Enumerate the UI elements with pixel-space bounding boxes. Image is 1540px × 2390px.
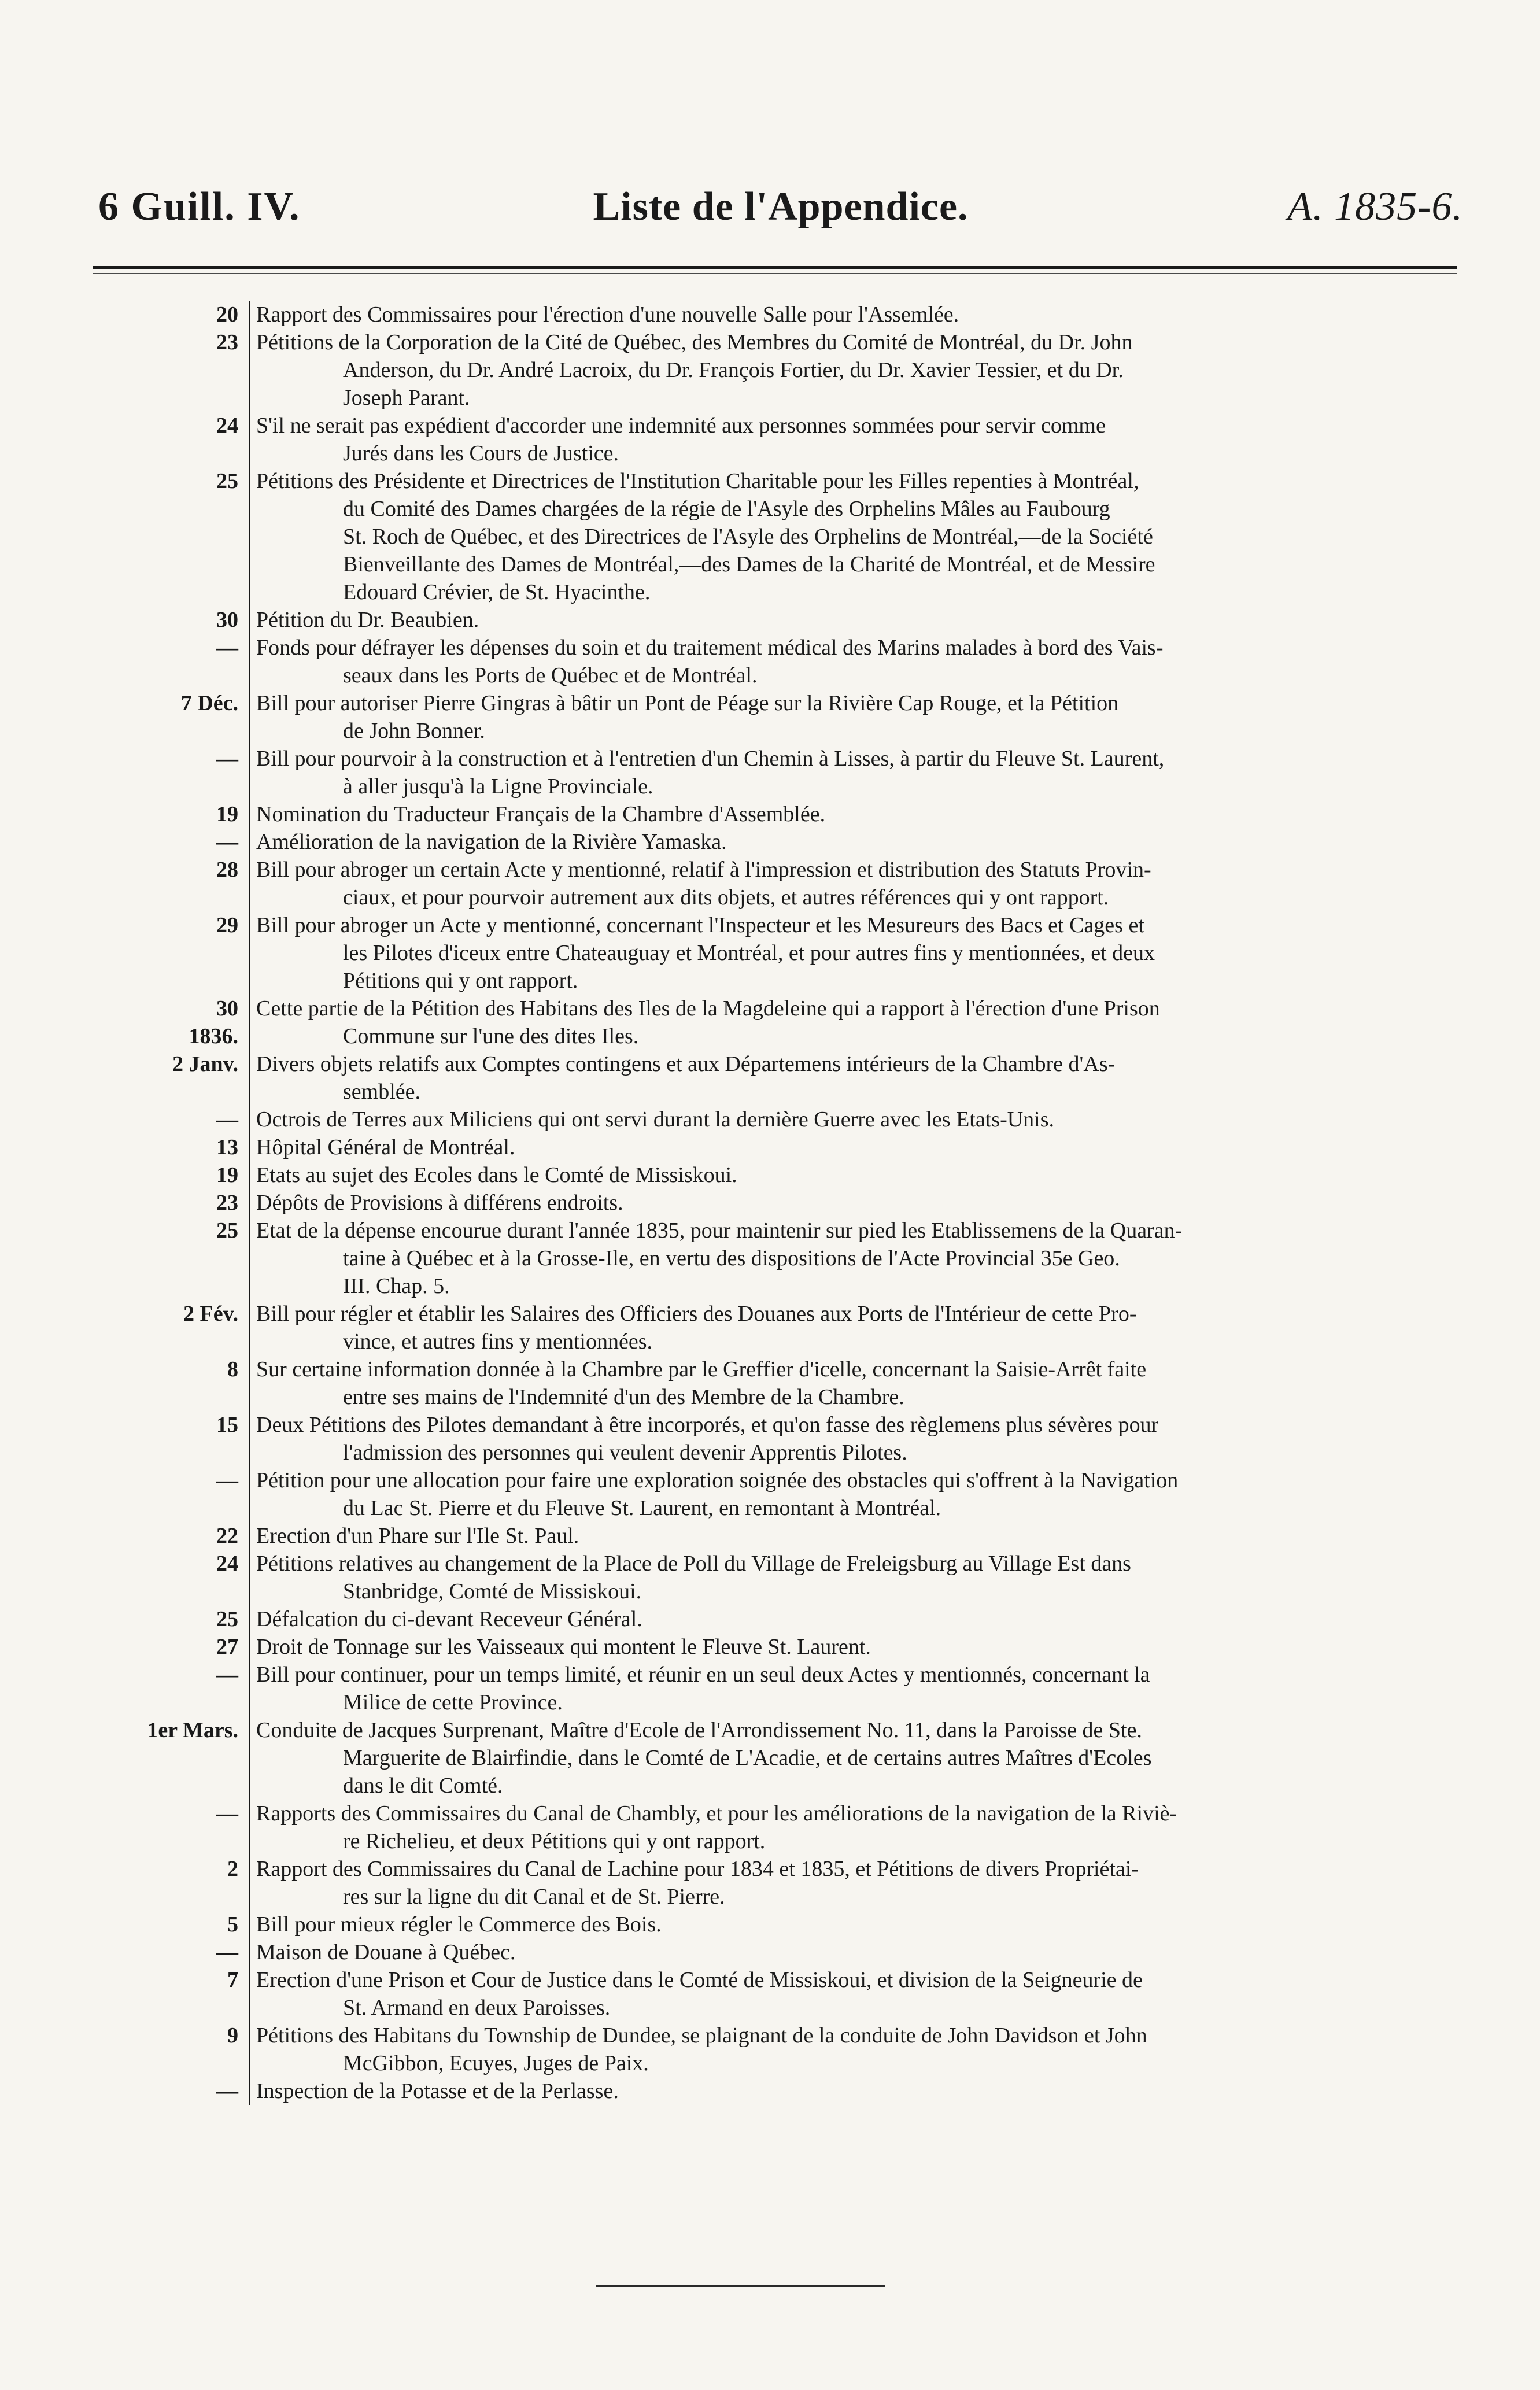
entry-description — [249, 1161, 1469, 1189]
appendix-entry — [87, 2022, 1469, 2077]
entry-date: 23 — [216, 330, 238, 354]
appendix-entry — [87, 328, 1469, 412]
entry-date: 24 — [216, 1552, 238, 1576]
entry-line: Marguerite de Blairfindie, dans le Comté de L'Acadie, et de certains autres Maîtres d'Ecoles — [343, 1746, 1152, 1770]
entry-line: Bienveillante des Dames de Montréal,—des Dames de la Charité de Montréal, et de Messire — [343, 552, 1155, 577]
entry-description — [249, 1300, 1469, 1355]
appendix-entry — [87, 1355, 1469, 1411]
header-rule-thin — [93, 273, 1457, 274]
entry-description — [249, 1217, 1469, 1300]
entry-line: ciaux, et pour pourvoir autrement aux dits objets, et autres références qui y ont rapport. — [343, 885, 1109, 910]
entry-line: les Pilotes d'iceux entre Chateauguay et Montréal, et pour autres fins y mentionnées, et deux — [343, 941, 1155, 965]
entry-date: 1er Mars. — [147, 1718, 238, 1742]
entry-description — [249, 995, 1469, 1022]
entry-date: 2 Janv. — [172, 1052, 238, 1076]
entry-date: 7 Déc. — [180, 691, 238, 715]
entry-description — [249, 467, 1469, 606]
appendix-entry — [87, 1217, 1469, 1300]
entry-line: Rapport des Commissaires pour l'érection d'une nouvelle Salle pour l'Assemlée. — [256, 302, 959, 327]
entry-line: semblée. — [343, 1080, 421, 1104]
entry-date: 7 — [227, 1968, 238, 1992]
appendix-entry — [87, 828, 1469, 856]
entry-date: 19 — [216, 1163, 238, 1187]
entry-description — [249, 2077, 1469, 2105]
entry-description — [249, 2022, 1469, 2077]
entry-line: Bill pour abroger un Acte y mentionné, concernant l'Inspecteur et les Mesureurs des Bacs et Cages et — [256, 913, 1144, 937]
entry-line: Inspection de la Potasse et de la Perlasse. — [256, 2079, 619, 2103]
entry-date: — — [216, 830, 238, 854]
entry-description — [249, 689, 1469, 745]
entry-line: re Richelieu, et deux Pétitions qui y ont rapport. — [343, 1829, 766, 1853]
entry-date: 29 — [216, 913, 238, 937]
entry-line: Octrois de Terres aux Miliciens qui ont servi durant la dernière Guerre avec les Etats-Unis. — [256, 1107, 1055, 1132]
entry-date: 9 — [227, 2023, 238, 2048]
appendix-entry — [87, 1605, 1469, 1633]
entry-line: Pétitions des Présidente et Directrices de l'Institution Charitable pour les Filles repenties à Montréal, — [256, 469, 1139, 493]
entry-description — [249, 412, 1469, 467]
entry-description — [249, 606, 1469, 634]
entry-description — [249, 1355, 1469, 1411]
entry-line: de John Bonner. — [343, 719, 485, 743]
entry-line: du Lac St. Pierre et du Fleuve St. Laurent, en remontant à Montréal. — [343, 1496, 941, 1520]
appendix-entry — [87, 301, 1469, 328]
entry-line: Bill pour pourvoir à la construction et à l'entretien d'un Chemin à Lisses, à partir du Fleuve St. Laurent, — [256, 747, 1165, 771]
entry-line: Cette partie de la Pétition des Habitans des Iles de la Magdeleine qui a rapport à l'érection d'une Prison — [256, 996, 1160, 1021]
entry-line: Erection d'une Prison et Cour de Justice dans le Comté de Missiskoui, et division de la Seigneurie de — [256, 1968, 1143, 1992]
entry-date: 5 — [227, 1912, 238, 1937]
entry-date: — — [216, 1801, 238, 1826]
appendix-entry — [87, 1550, 1469, 1605]
entry-line: St. Armand en deux Paroisses. — [343, 1996, 611, 2020]
entry-date: — — [216, 2079, 238, 2103]
appendix-entry — [87, 689, 1469, 745]
entry-date: — — [216, 1940, 238, 1964]
entry-line: Bill pour abroger un certain Acte y mentionné, relatif à l'impression et distribution des Statuts Provin- — [256, 858, 1151, 882]
entry-description — [249, 800, 1469, 828]
entry-date: 30 — [216, 996, 238, 1021]
appendix-entry — [87, 1050, 1469, 1106]
entry-description — [249, 328, 1469, 412]
entry-description — [249, 634, 1469, 689]
appendix-entry — [87, 1161, 1469, 1189]
entry-line: à aller jusqu'à la Ligne Provinciale. — [343, 774, 653, 799]
entry-line: St. Roch de Québec, et des Directrices de l'Asyle des Orphelins de Montréal,—de la Société — [343, 524, 1153, 549]
entry-date: 1836. — [189, 1024, 238, 1048]
appendix-entry — [87, 1106, 1469, 1133]
entry-line: Hôpital Général de Montréal. — [256, 1135, 515, 1159]
entry-line: Etats au sujet des Ecoles dans le Comté de Missiskoui. — [256, 1163, 737, 1187]
appendix-entry — [87, 856, 1469, 911]
entry-date: 19 — [216, 802, 238, 826]
entry-line: taine à Québec et à la Grosse-Ile, en vertu des dispositions de l'Acte Provincial 35e Geo. — [343, 1246, 1120, 1270]
entry-line: Pétitions qui y ont rapport. — [343, 969, 578, 993]
header-rule-thick — [93, 266, 1457, 269]
appendix-entry — [87, 412, 1469, 467]
appendix-entry — [87, 1855, 1469, 1911]
entry-line: Défalcation du ci-devant Receveur Général. — [256, 1607, 642, 1631]
appendix-entry — [87, 467, 1469, 606]
entry-description — [249, 1050, 1469, 1106]
entry-description — [249, 1966, 1469, 2022]
entry-line: Bill pour régler et établir les Salaires des Officiers des Douanes aux Ports de l'Intérieur de cette Pro- — [256, 1302, 1137, 1326]
appendix-entry — [87, 2077, 1469, 2105]
entry-date: 30 — [216, 608, 238, 632]
entry-line: dans le dit Comté. — [343, 1774, 503, 1798]
entry-line: Divers objets relatifs aux Comptes contingens et aux Départemens intérieurs de la Chambre d'As- — [256, 1052, 1116, 1076]
appendix-entry — [87, 1466, 1469, 1522]
entry-description — [249, 1189, 1469, 1217]
entry-line: Joseph Parant. — [343, 386, 470, 410]
entry-line: Bill pour continuer, pour un temps limité, et réunir en un seul deux Actes y mentionnés, concernant la — [256, 1663, 1150, 1687]
entry-line: III. Chap. 5. — [343, 1274, 450, 1298]
entry-description — [249, 1550, 1469, 1605]
entry-description — [249, 828, 1469, 856]
entry-description — [249, 1661, 1469, 1716]
entry-description — [249, 745, 1469, 800]
entry-line: Dépôts de Provisions à différens endroits. — [256, 1191, 623, 1215]
entry-date: 2 Fév. — [183, 1302, 238, 1326]
entry-description — [249, 1133, 1469, 1161]
entry-line: Deux Pétitions des Pilotes demandant à être incorporés, et qu'on fasse des règlemens plus sévères pour — [256, 1413, 1159, 1437]
appendix-entry — [87, 1800, 1469, 1855]
appendix-entry — [87, 1522, 1469, 1550]
appendix-entry — [87, 1300, 1469, 1355]
appendix-entry — [87, 1938, 1469, 1966]
entry-date: — — [216, 1468, 238, 1493]
entry-date: 20 — [216, 302, 238, 327]
appendix-entry — [87, 745, 1469, 800]
entry-line: vince, et autres fins y mentionnées. — [343, 1329, 653, 1354]
entry-line: McGibbon, Ecuyes, Juges de Paix. — [343, 2051, 649, 2075]
entry-line: Edouard Crévier, de St. Hyacinthe. — [343, 580, 651, 604]
entry-line: Bill pour mieux régler le Commerce des Bois. — [256, 1912, 662, 1937]
entry-description — [249, 301, 1469, 328]
entry-description — [249, 1106, 1469, 1133]
entry-date: 22 — [216, 1524, 238, 1548]
entry-line: Commune sur l'une des dites Iles. — [343, 1024, 639, 1048]
page-header — [98, 184, 1463, 253]
header-title: Liste de l'Appendice. — [593, 184, 969, 229]
entry-description — [249, 1605, 1469, 1633]
entry-line: Fonds pour défrayer les dépenses du soin et du traitement médical des Marins malades à bord des Vais- — [256, 636, 1164, 660]
header-session-year: A. 1835-6. — [1287, 184, 1463, 229]
appendix-entry — [87, 800, 1469, 828]
entry-line: Sur certaine information donnée à la Chambre par le Greffier d'icelle, concernant la Saisie-Arrêt faite — [256, 1357, 1147, 1381]
entry-date: — — [216, 636, 238, 660]
entry-date: 8 — [227, 1357, 238, 1381]
entry-description — [249, 1633, 1469, 1661]
entry-line: Pétition pour une allocation pour faire une exploration soignée des obstacles qui s'offrent à la Navigation — [256, 1468, 1179, 1493]
entry-description — [249, 911, 1469, 995]
appendix-entry — [87, 1966, 1469, 2022]
entry-line: Pétitions des Habitans du Township de Dundee, se plaignant de la conduite de John Davidson et John — [256, 2023, 1147, 2048]
entry-date: 25 — [216, 1218, 238, 1243]
entry-line: S'il ne serait pas expédient d'accorder une indemnité aux personnes sommées pour servir comme — [256, 413, 1106, 438]
header-regnal-year: 6 Guill. IV. — [98, 184, 301, 229]
entry-date: 24 — [216, 413, 238, 438]
entry-description — [249, 1911, 1469, 1938]
entry-date: 13 — [216, 1135, 238, 1159]
entry-description — [249, 1022, 1469, 1050]
entry-line: du Comité des Dames chargées de la régie de l'Asyle des Orphelins Mâles au Faubourg — [343, 497, 1110, 521]
appendix-entry — [87, 1022, 1469, 1050]
entry-description — [249, 1855, 1469, 1911]
entry-date: 2 — [227, 1857, 238, 1881]
appendix-entry — [87, 1633, 1469, 1661]
entry-line: Etat de la dépense encourue durant l'année 1835, pour maintenir sur pied les Etablissemens de la Quaran- — [256, 1218, 1183, 1243]
entry-date: 23 — [216, 1191, 238, 1215]
entry-line: Conduite de Jacques Surprenant, Maître d'Ecole de l'Arrondissement No. 11, dans la Paroisse de Ste. — [256, 1718, 1142, 1742]
appendix-entry — [87, 1411, 1469, 1466]
appendix-entry — [87, 1911, 1469, 1938]
entry-line: Pétitions relatives au changement de la Place de Poll du Village de Freleigsburg au Village Est dans — [256, 1552, 1131, 1576]
entry-line: seaux dans les Ports de Québec et de Montréal. — [343, 663, 758, 688]
appendix-entry — [87, 1716, 1469, 1800]
appendix-entry — [87, 1133, 1469, 1161]
entry-line: Stanbridge, Comté de Missiskoui. — [343, 1579, 642, 1604]
appendix-list — [87, 301, 1469, 2105]
entry-date: 15 — [216, 1413, 238, 1437]
entry-line: Anderson, du Dr. André Lacroix, du Dr. François Fortier, du Dr. Xavier Tessier, et du Dr. — [343, 358, 1124, 382]
entry-date: 25 — [216, 1607, 238, 1631]
entry-description — [249, 856, 1469, 911]
entry-date: 27 — [216, 1635, 238, 1659]
appendix-entry — [87, 1661, 1469, 1716]
footer-rule — [596, 2285, 885, 2287]
entry-description — [249, 1800, 1469, 1855]
entry-description — [249, 1938, 1469, 1966]
entry-line: Erection d'un Phare sur l'Ile St. Paul. — [256, 1524, 579, 1548]
entry-date: — — [216, 1107, 238, 1132]
entry-line: Pétitions de la Corporation de la Cité de Québec, des Membres du Comité de Montréal, du Dr. John — [256, 330, 1133, 354]
entry-line: Jurés dans les Cours de Justice. — [343, 441, 619, 466]
entry-date: 25 — [216, 469, 238, 493]
appendix-entry — [87, 1189, 1469, 1217]
entry-date: 28 — [216, 858, 238, 882]
entry-line: entre ses mains de l'Indemnité d'un des Membre de la Chambre. — [343, 1385, 904, 1409]
entry-line: Droit de Tonnage sur les Vaisseaux qui montent le Fleuve St. Laurent. — [256, 1635, 871, 1659]
entry-line: Rapports des Commissaires du Canal de Chambly, et pour les améliorations de la navigation de la Riviè- — [256, 1801, 1177, 1826]
entry-line: res sur la ligne du dit Canal et de St. Pierre. — [343, 1885, 725, 1909]
entry-line: Bill pour autoriser Pierre Gingras à bâtir un Pont de Péage sur la Rivière Cap Rouge, et la Pétition — [256, 691, 1119, 715]
entry-line: Rapport des Commissaires du Canal de Lachine pour 1834 et 1835, et Pétitions de divers Propriétai- — [256, 1857, 1139, 1881]
entry-description — [249, 1466, 1469, 1522]
appendix-entry — [87, 634, 1469, 689]
entry-date: — — [216, 1663, 238, 1687]
appendix-entry — [87, 995, 1469, 1022]
entry-date: — — [216, 747, 238, 771]
entry-line: Milice de cette Province. — [343, 1690, 563, 1715]
entry-description — [249, 1716, 1469, 1800]
entry-line: Maison de Douane à Québec. — [256, 1940, 516, 1964]
entry-description — [249, 1522, 1469, 1550]
entry-line: Amélioration de la navigation de la Rivière Yamaska. — [256, 830, 727, 854]
appendix-entry — [87, 911, 1469, 995]
entry-line: Nomination du Traducteur Français de la Chambre d'Assemblée. — [256, 802, 826, 826]
entry-line: l'admission des personnes qui veulent devenir Apprentis Pilotes. — [343, 1440, 907, 1465]
entry-line: Pétition du Dr. Beaubien. — [256, 608, 479, 632]
entry-description — [249, 1411, 1469, 1466]
appendix-entry — [87, 606, 1469, 634]
